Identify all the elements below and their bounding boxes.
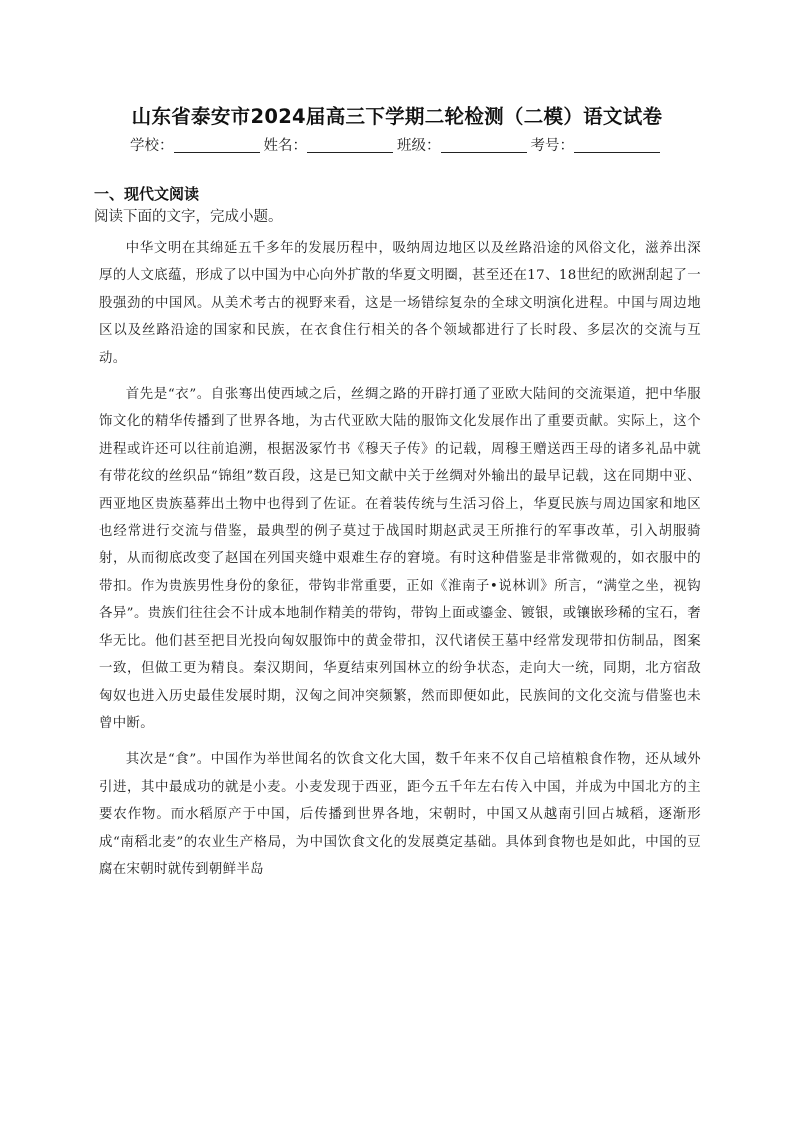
passage-paragraph-2: 首先是“衣”。自张骞出使西域之后，丝绸之路的开辟打通了亚欧大陆间的交流渠道，把中华服饰文化的精华传播到了世界各地，为古代亚欧大陆的服饰文化发展作出了重要贡献。实际上，这个进程或许还可以往前追溯，根据汲冢竹书《穆天子传》的记载，周穆王赠送西王母的诸多礼品中就有带花纹的丝织品“锦组”数百段，这是已知文献中关于丝绸对外输出的最早记载，这在同期中亚、西亚地区贵族墓葬出土物中也得到了佐证。在着装传统与生活习俗上，华夏民族与周边国家和地区也经常进行交流与借鉴，最典型的例子莫过于战国时期赵武灵王所推行的军事改革，引入胡服骑射，从而彻底改变了赵国在列国夹缝中艰难生存的窘境。有时这种借鉴是非常微观的，如衣服中的带扣。作为贵族男性身份的象征，带钩非常重要，正如《淮南子•说林训》所言，“满堂之坐，视钩各异”。贵族们往往会不计成本地制作精美的带钩，带钩上面或鎏金、镀银，或镶嵌珍稀的宝石，奢华无比。他们甚至把目光投向匈奴服饰中的黄金带扣，汉代诸侯王墓中经常发现带扣仿制品，图案一致，但做工更为精良。秦汉期间，华夏结束列国林立的纷争状态，走向大一统，同期，北方宿敌匈奴也进入历史最佳发展时期，汉匈之间冲突频繁，然而即便如此，民族间的文化交流与借鉴也未曾中断。 [99,387,701,731]
name-blank [307,137,393,153]
name-label: 姓名： [263,138,307,154]
passage-paragraph-3: 其次是“食”。中国作为举世闻名的饮食文化大国，数千年来不仅自己培植粮食作物，还从域外引进，其中最成功的就是小麦。小麦发现于西亚，距今五千年左右传入中国，并成为中国北方的主要农作物。而水稻原产于中国，后传播到世界各地，宋朝时，中国又从越南引回占城稻，逐渐形成“南稻北麦”的农业生产格局，为中国饮食文化的发展奠定基础。具体到食物也是如此，中国的豆腐在宋朝时就传到朝鲜半岛 [99,752,701,877]
reading-passage [99,235,701,892]
class-blank [441,137,527,153]
school-label: 学校： [130,138,174,154]
class-label: 班级： [397,138,441,154]
passage-paragraph-1: 中华文明在其绵延五千多年的发展历程中，吸纳周边地区以及丝路沿途的风俗文化，滋养出深厚的人文底蕴，形成了以中国为中心向外扩散的华夏文明圈，甚至还在17、18世纪的欧洲刮起了一股强劲的中国风。从美术考古的视野来看，这是一场错综复杂的全球文明演化进程。中国与周边地区以及丝路沿途的国家和民族，在衣食住行相关的各个领域都进行了长时段、多层次的交流与互动。 [99,241,701,366]
exam-title: 山东省泰安市2024届高三下学期二轮检测（二模）语文试卷 [131,105,663,128]
student-info-row [0,134,794,155]
school-blank [174,137,260,153]
exam-number-blank [574,137,660,153]
section-heading: 一、现代文阅读 [94,185,200,203]
exam-number-label: 考号： [530,138,574,154]
section-instruction: 阅读下面的文字，完成小题。 [94,209,283,225]
